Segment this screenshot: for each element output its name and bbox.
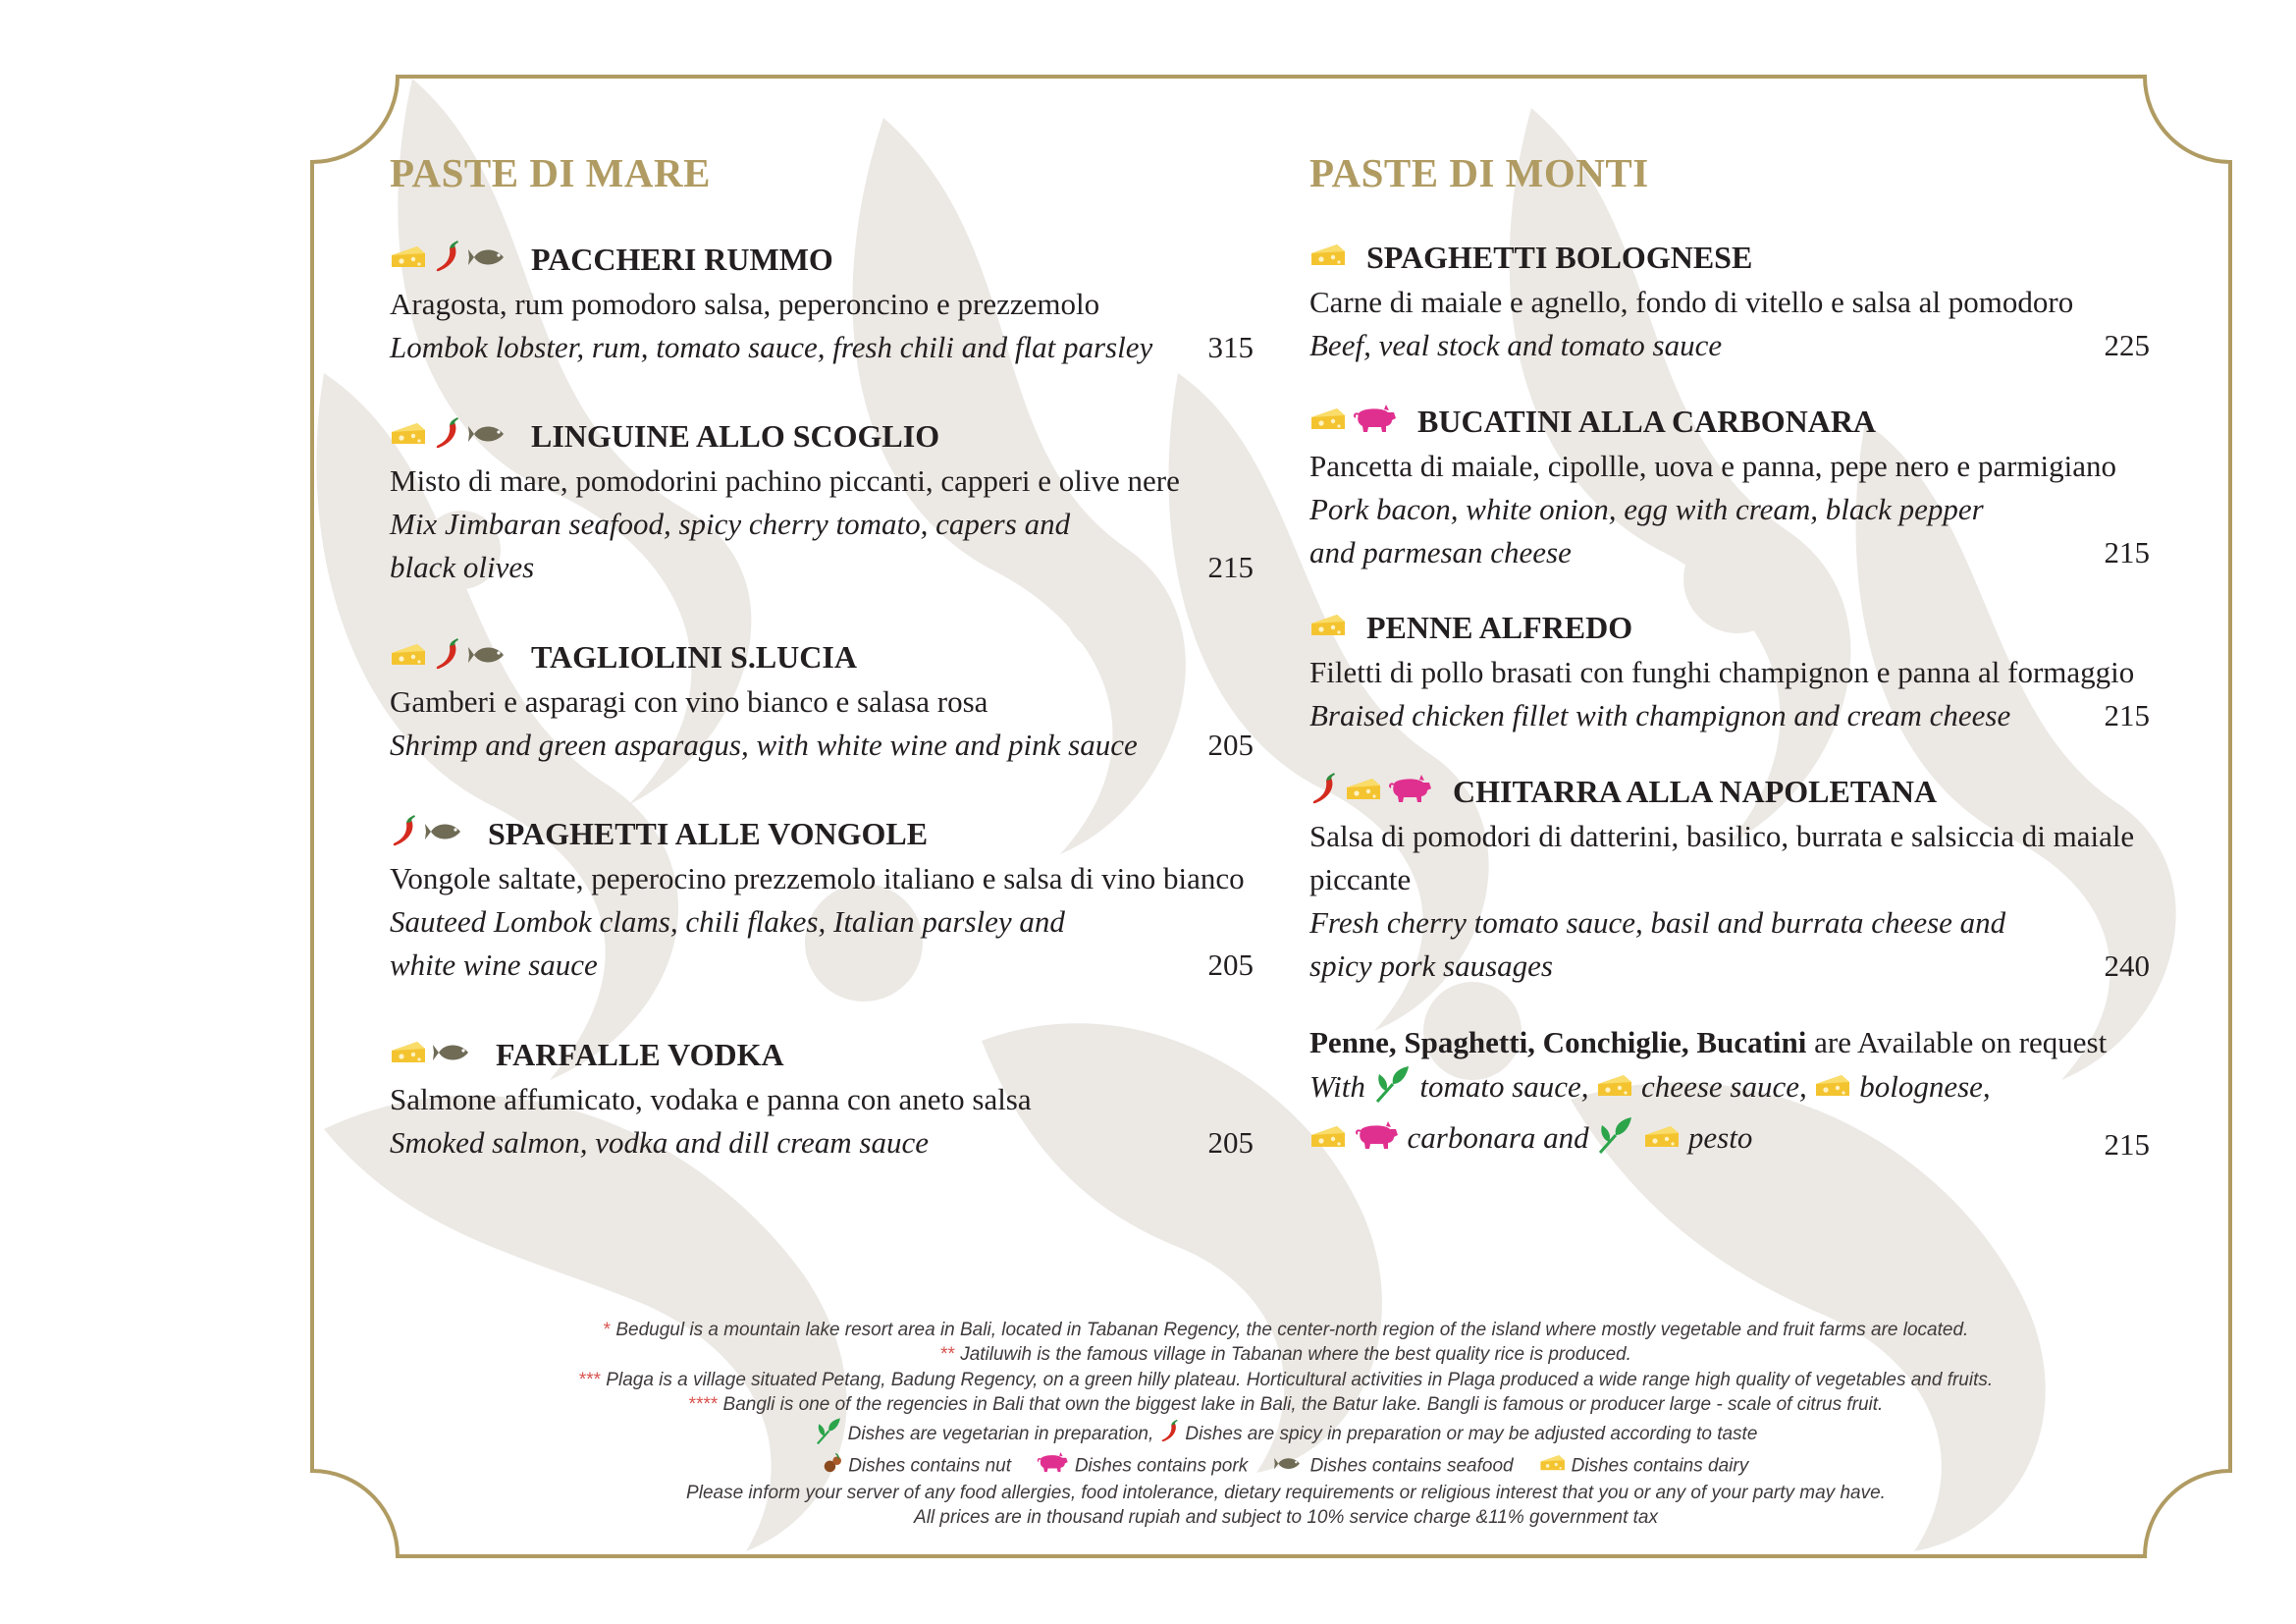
request-price: 215 — [2104, 1127, 2150, 1162]
dish-description-english: 215 and parmesan cheese — [1309, 531, 2150, 574]
chili-icon — [433, 416, 462, 456]
dish-name: SPAGHETTI ALLE VONGOLE — [488, 815, 929, 851]
dish-description-italian: piccante — [1309, 862, 1412, 896]
dish-description-italian: Salsa di pomodori di datterini, basilico, burrata e salsiccia di maiale — [1309, 819, 2135, 853]
dish-description-italian: Pancetta di maiale, cipollle, uova e panna, pepe nero e parmigiano — [1309, 449, 2117, 483]
dish-price: 205 — [1207, 947, 1254, 982]
pig-icon — [1037, 1452, 1069, 1481]
cheese-icon — [390, 244, 427, 275]
dish-description-english: Fresh cherry tomato sauce, basil and burrata cheese and — [1309, 905, 2006, 940]
dish-description-italian: Gamberi e asparagi con vino bianco e salasa rosa — [390, 684, 988, 719]
dish-price: 205 — [1207, 1125, 1254, 1160]
dish-name: BUCATINI ALLA CARBONARA — [1417, 403, 1877, 439]
cheese-icon — [1596, 1068, 1633, 1111]
cheese-icon — [390, 1039, 427, 1070]
request-bolognese: bolognese, — [1859, 1069, 1991, 1105]
dish-name: PACCHERI RUMMO — [531, 241, 833, 277]
dish-description-italian: Aragosta, rum pomodoro salsa, peperoncino e prezzemolo — [390, 287, 1100, 321]
fish-icon — [1274, 1454, 1306, 1479]
allergy-notice: Please inform your server of any food allergies, food intolerance, dietary requirements or religious interest that you or any of your party may have. — [686, 1483, 1886, 1504]
dish-price: 215 — [1207, 550, 1254, 584]
pig-icon — [1355, 1119, 1400, 1163]
dish-price: 205 — [1207, 728, 1254, 762]
dish-price: 215 — [2104, 698, 2150, 732]
dish-title — [1309, 768, 2150, 815]
right-dish-4 — [1309, 768, 2150, 988]
cheese-icon — [1643, 1119, 1681, 1163]
request-available-text: are Available on request — [1806, 1025, 2108, 1059]
dish-name: CHITARRA ALLA NAPOLETANA — [1453, 773, 1938, 809]
cheese-icon — [1814, 1068, 1851, 1111]
cheese-icon — [1309, 242, 1347, 273]
dish-description-italian: Salmone affumicato, vodaka e panna con aneto salsa — [390, 1082, 1032, 1116]
dish-name: TAGLIOLINI S.LUCIA — [531, 638, 857, 675]
legend-line-2: Dishes contains nut Dishes contains pork Dishes contains seafood Dishes contains dairy — [530, 1452, 2042, 1481]
chili-icon — [390, 814, 419, 853]
chili-icon — [1309, 772, 1339, 811]
footnote-2: ** Jatiluwih is the famous village in Tabanan where the best quality rice is produced. — [940, 1344, 1631, 1366]
fish-icon — [468, 245, 511, 273]
cheese-icon — [1345, 776, 1382, 807]
fish-icon — [425, 820, 468, 847]
pig-icon — [1388, 775, 1433, 808]
left-heading: PASTE DI MARE — [390, 150, 711, 195]
chili-icon — [433, 637, 462, 677]
footer-notes — [530, 1318, 2042, 1531]
dish-description-italian: Misto di mare, pomodorini pachino piccanti, capperi e olive nere — [390, 463, 1180, 498]
cheese-icon — [1309, 612, 1347, 643]
dish-description-english: 205 Shrimp and green asparagus, with white wine and pink sauce — [390, 724, 1254, 767]
dish-title — [390, 633, 1254, 680]
dish-description-italian: Vongole saltate, peperocino prezzemolo italiano e salsa di vino bianco — [390, 861, 1245, 895]
pig-icon — [1353, 405, 1398, 438]
dish-price: 215 — [2104, 535, 2150, 569]
left-dish-3 — [390, 633, 1254, 767]
right-heading: PASTE DI MONTI — [1309, 150, 1649, 195]
dish-description-english: 205 white wine sauce — [390, 944, 1254, 987]
dish-title — [390, 810, 1254, 857]
dish-name: LINGUINE ALLO SCOGLIO — [531, 417, 940, 454]
chili-icon — [433, 240, 462, 279]
dish-description-english: Mix Jimbaran seafood, spicy cherry tomato, capers and — [390, 507, 1071, 541]
left-dish-1 — [390, 236, 1254, 369]
request-pesto: pesto — [1687, 1120, 1753, 1156]
dish-title — [390, 1031, 1254, 1078]
dish-description-italian: Filetti di pollo brasati con funghi champignon e panna al formaggio — [1309, 655, 2135, 689]
price-notice: All prices are in thousand rupiah and subject to 10% service charge &11% government tax — [914, 1507, 1658, 1529]
request-tomato: tomato sauce, — [1419, 1069, 1589, 1105]
right-dish-1 — [1309, 234, 2150, 367]
dish-title — [1309, 398, 2150, 445]
left-dish-5 — [390, 1031, 1254, 1164]
dish-description-english: Pork bacon, white onion, egg with cream, black pepper — [1309, 492, 1984, 526]
vegetarian-icon — [1596, 1115, 1635, 1166]
dish-description-italian: Carne di maiale e agnello, fondo di vitello e salsa al pomodoro — [1309, 285, 2074, 319]
dish-title — [390, 412, 1254, 460]
dish-description-english: 215 black olives — [390, 546, 1254, 589]
dish-name: FARFALLE VODKA — [496, 1036, 784, 1072]
dish-description-english: 315 Lombok lobster, rum, tomato sauce, fresh chili and flat parsley — [390, 326, 1254, 369]
chili-icon — [1159, 1419, 1181, 1451]
request-block — [1309, 1021, 2150, 1166]
left-dish-4 — [390, 810, 1254, 987]
footnote-1: * Bedugul is a mountain lake resort area in Bali, located in Tabanan Regency, the center-north region of the island where mostly vegetable and fruit farms are located. — [603, 1320, 1969, 1340]
request-carbonara: carbonara and — [1407, 1120, 1589, 1156]
cheese-icon — [1539, 1453, 1566, 1480]
left-dish-2 — [390, 412, 1254, 589]
dish-name: SPAGHETTI BOLOGNESE — [1366, 239, 1753, 275]
request-with-label: With — [1309, 1069, 1365, 1105]
dish-description-english: 240 spicy pork sausages — [1309, 945, 2150, 988]
cheese-icon — [390, 641, 427, 673]
dish-name: PENNE ALFREDO — [1366, 609, 1633, 645]
nut-icon — [824, 1452, 843, 1481]
cheese-icon — [1309, 406, 1347, 437]
vegetarian-icon — [815, 1417, 843, 1452]
request-cheese: cheese sauce, — [1641, 1069, 1807, 1105]
right-dish-2 — [1309, 398, 2150, 574]
request-pasta-types: Penne, Spaghetti, Conchiglie, Bucatini — [1309, 1025, 1807, 1059]
cheese-icon — [1309, 1119, 1347, 1163]
footnote-4: **** Bangli is one of the regencies in Bali that own the biggest lake in Bali, the Batur lake. Bangli is famous or producer large - scale of citrus fruit. — [688, 1393, 1884, 1415]
dish-title — [1309, 234, 2150, 281]
dish-description-english: 215 Braised chicken fillet with champignon and cream cheese — [1309, 694, 2150, 737]
fish-icon — [468, 422, 511, 450]
vegetarian-icon — [1373, 1064, 1413, 1115]
dish-title — [390, 236, 1254, 283]
fish-icon — [433, 1041, 476, 1068]
dish-price: 315 — [1207, 330, 1254, 364]
dish-description-english: 225 Beef, veal stock and tomato sauce — [1309, 324, 2150, 367]
fish-icon — [468, 643, 511, 671]
dish-description-english: Sauteed Lombok clams, chili flakes, Italian parsley and — [390, 904, 1065, 939]
dish-description-english: 205 Smoked salmon, vodka and dill cream sauce — [390, 1121, 1254, 1164]
dish-price: 240 — [2104, 948, 2150, 983]
right-dish-3 — [1309, 604, 2150, 737]
legend-line-1: Dishes are vegetarian in preparation, Dishes are spicy in preparation or may be adjusted according to taste — [530, 1417, 2042, 1452]
dish-title — [1309, 604, 2150, 651]
dish-price: 225 — [2104, 328, 2150, 362]
cheese-icon — [390, 420, 427, 452]
footnote-3: *** Plaga is a village situated Petang, Badung Regency, on a green hilly plateau. Horticultural activities in Plaga produced a wide range high quality of vegetables and fruits. — [578, 1369, 1994, 1390]
